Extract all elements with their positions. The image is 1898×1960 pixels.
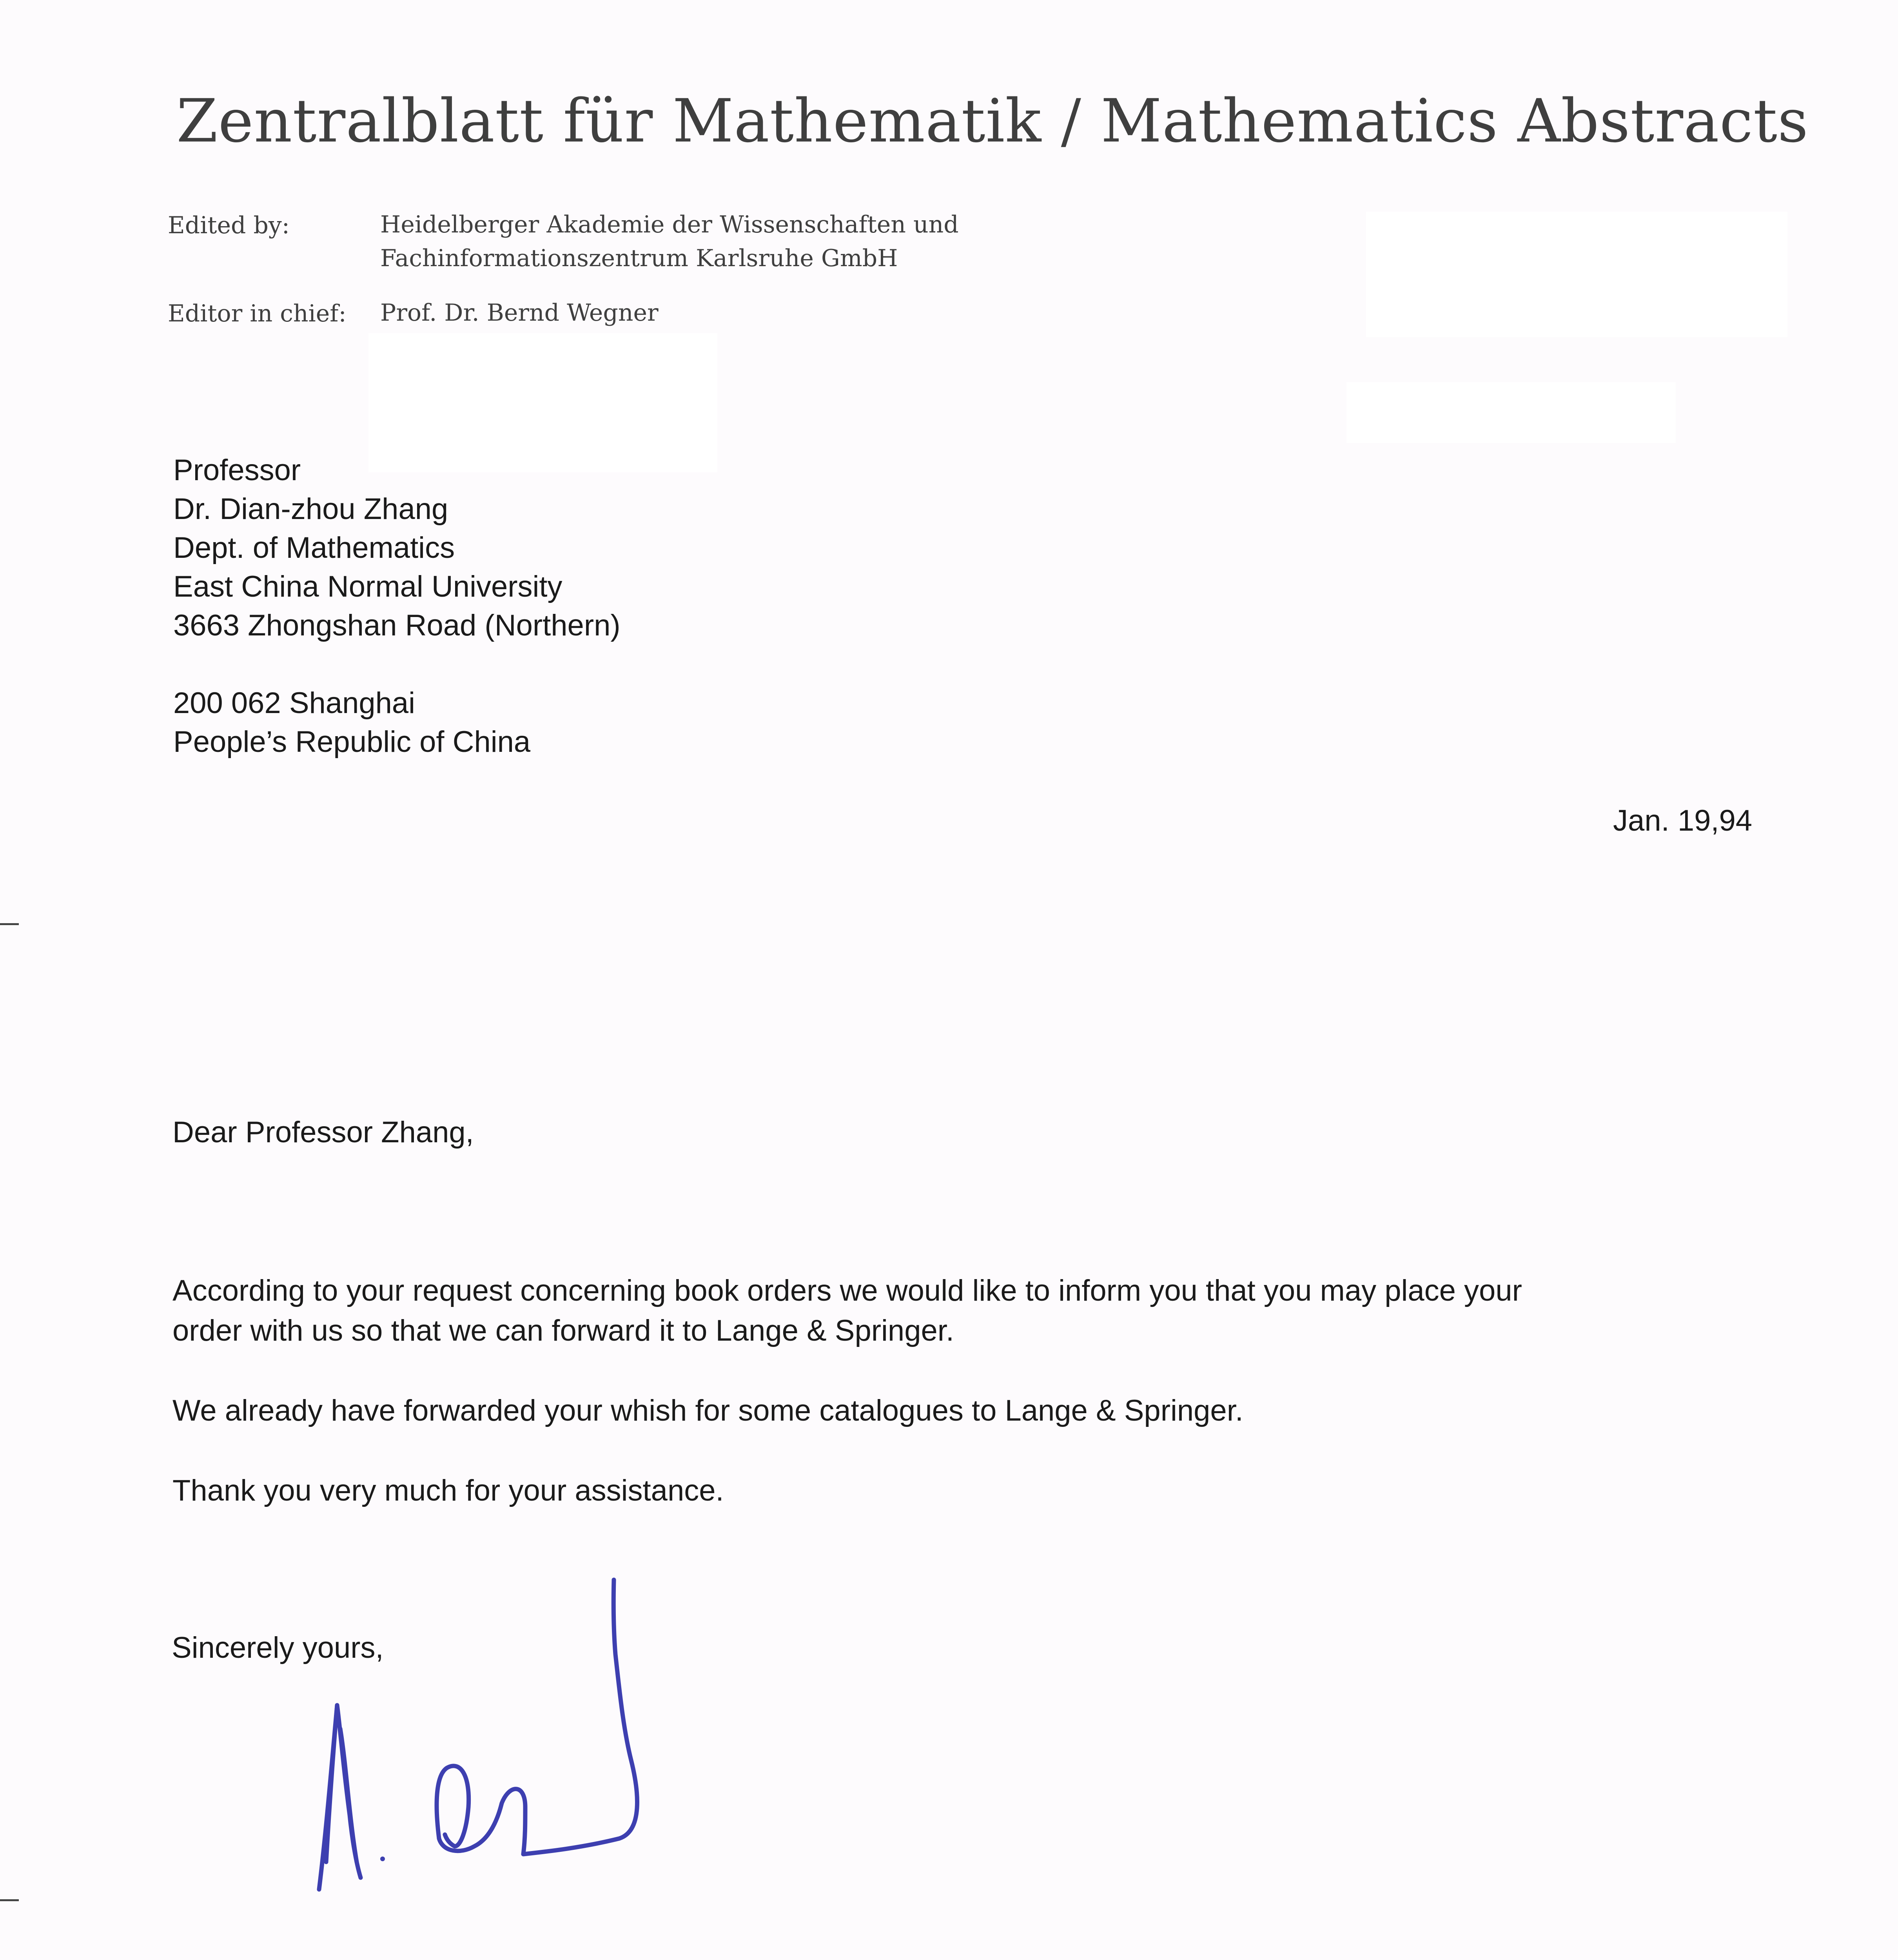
paragraph-line: According to your request concerning book orders we would like to inform you that you may place your	[172, 1274, 1522, 1307]
address-line: People’s Republic of China	[173, 725, 531, 759]
fold-mark	[0, 1899, 19, 1901]
editor-in-chief-label: Editor in chief:	[168, 300, 347, 327]
edited-by-line: Fachinformationszentrum Karlsruhe GmbH	[380, 245, 898, 272]
handwritten-signature	[306, 1564, 698, 1917]
body-paragraph	[172, 1471, 724, 1511]
address-line: Dept. of Mathematics	[173, 531, 455, 564]
editor-in-chief-value: Prof. Dr. Bernd Wegner	[380, 299, 659, 327]
fold-mark	[0, 923, 19, 925]
edited-by-line: Heidelberger Akademie der Wissenschaften und	[380, 211, 959, 238]
edited-by-value	[380, 208, 959, 275]
address-spacer	[173, 645, 621, 684]
letter-date: Jan. 19,94	[1613, 804, 1752, 837]
address-line: East China Normal University	[173, 570, 563, 603]
salutation: Dear Professor Zhang,	[172, 1116, 474, 1149]
paragraph-line: We already have forwarded your whish for some catalogues to Lange & Springer.	[172, 1394, 1243, 1427]
address-line: 200 062 Shanghai	[173, 686, 416, 720]
closing: Sincerely yours,	[172, 1631, 384, 1664]
recipient-address	[173, 451, 621, 761]
address-line: Dr. Dian-zhou Zhang	[173, 492, 448, 526]
redaction-block	[1366, 212, 1787, 337]
body-paragraph	[172, 1271, 1522, 1351]
paragraph-line: order with us so that we can forward it to Lange & Springer.	[172, 1314, 954, 1347]
address-line: Professor	[173, 454, 301, 487]
body-paragraph	[172, 1391, 1243, 1431]
paragraph-line: Thank you very much for your assistance.	[172, 1474, 724, 1507]
edited-by-label: Edited by:	[168, 212, 290, 239]
address-line: 3663 Zhongshan Road (Northern)	[173, 609, 621, 642]
masthead-title: Zentralblatt für Mathematik / Mathematics Abstracts	[176, 86, 1809, 156]
redaction-block	[1346, 382, 1676, 443]
